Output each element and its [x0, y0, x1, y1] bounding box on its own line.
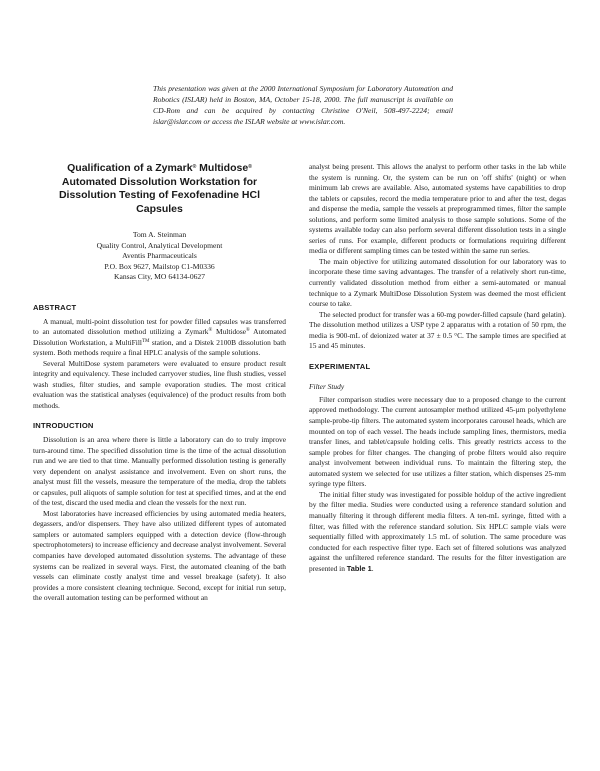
experimental-heading: EXPERIMENTAL [309, 361, 371, 371]
body-paragraph: Most laboratories have increased efficiencies by using automated media heaters, degassers, and/or dispensers. They have also utilized different types of automated samplers or automated samplers equipped with a detection device (flow-through spectrophotometers) to increase efficiency and decrease analyst involvement. Several companies have developed automated dissolution systems. The advantage of these systems can be realized in several ways. First, the automated cleaning of the bath vessels can eliminate costly analyst time and vessel breakage (safety). It also provides a more consistent cleaning technique. Second, except for initial run setup, the overall automation testing can be performed without an [33, 508, 286, 603]
symposium-notice: This presentation was given at the 2000 International Symposium for Laboratory Automation and Robotics (ISLAR) held in Boston, MA, October 15-18, 2000. The full manuscript is available on CD-Rom and can be acquired by contacting Christine O'Neil, 508-497-2224; email islar@islar.com or access the ISLAR website at www.islar.com. [153, 84, 453, 126]
filter-study-subheading: Filter Study [309, 382, 345, 392]
author-block [33, 230, 286, 283]
paper-title: Qualification of a Zymark® Multidose® Automated Dissolution Workstation for Dissolution Testing of Fexofenadine HCl Capsules [58, 162, 261, 215]
body-paragraph: Filter comparison studies were necessary due to a proposed change to the current approved methodology. The current autosampler method utilized 45-µm polyethylene sample-probe-tip filters. The automated system incorporates carousel heads, which are mounted on top of each vessel. The heads include sampling lines, thermistors, media transfer lines, and tablet/capsule holding cells. This greatly restricts access to the sample probes for filter changes. The changing of probe filters would also require analyst involvement between individual runs. To maintain the filtering step, the automated system we selected for use utilizes a filter station, which dispenses 25-mm syringe type filters. [309, 394, 566, 489]
author-name: Tom A. Steinman [132, 230, 187, 239]
body-paragraph: analyst being present. This allows the analyst to perform other tasks in the lab while the system is running. Or, the system can be run on 'off shifts' (night) or when minimum lab crews are available. Also, automated systems have capabilities to drop the tablets or capsules, record the media temperature prior to and after the test, degas and dispense the media, sample the vessels at preprogrammed times, filter the sample solutions, and perform some limited analysis to those sample solutions. Some of the systems available today can also perform several different dissolution tests in a single series of runs. For example, different products or formulations requiring different media or different sampling times can be tested within the same run series. [309, 162, 566, 256]
abstract-paragraph: A manual, multi-point dissolution test for powder filled capsules was transferred to an automated dissolution method utilizing a Zymark® Multidose® Automated Dissolution Workstation, a MultiFill™ station, and a Distek 2100B dissolution bath system. Both methods require a final HPLC analysis of the sample solutions. [33, 316, 286, 358]
author-dept: Quality Control, Analytical Development [96, 240, 223, 250]
table-1-reference: Table 1 [346, 563, 372, 573]
body-paragraph: The selected product for transfer was a 60-mg powder-filled capsule (hard gelatin). The dissolution method utilizes a USP type 2 apparatus with a rotation of 50 rpm, the media is 900-mL of deionized water at 37 ± 0.5 °C. The sample times are specified at 15 and 45 minutes. [309, 309, 566, 351]
abstract-heading: ABSTRACT [33, 302, 77, 312]
author-company: Aventis Pharmaceuticals [122, 251, 197, 261]
body-paragraph: Dissolution is an area where there is little a laboratory can do to truly improve turn-around time. The specified dissolution time is the time of the actual dissolution run and we are tied to that time. Manually performed dissolution testing is generally very dependent on analyst assistance and involvement. Even on short runs, the analyst must fill the vessels, measure the temperature of the media, drop the tablets or capsules, pull aliquots of sample solution for test at specified times, and at the end of the test, discard the used media and clean the vessels for the next run. [33, 434, 286, 508]
right-column [309, 162, 566, 574]
author-address: P.O. Box 9627, Mailstop C1-M0336 [104, 261, 215, 271]
abstract-paragraph: Several MultiDose system parameters were evaluated to ensure product result integrity and equivalency. These included carryover studies, line flush studies, vessel wash studies, filter studies, and sample evaporation studies. The most critical evaluation was the statistical analyses (equivalence) of the product results from both methods. [33, 358, 286, 410]
introduction-heading: INTRODUCTION [33, 421, 94, 431]
body-paragraph: The initial filter study was investigated for possible holdup of the active ingredient by the filter media. Studies were conducted using a reference standard solution and manually filtering it through different media filters. A ten-mL syringe, fitted with a filter, was filled with the reference standard solution. Six HPLC sample vials were sequentially filled with approximately 1.5 mL of solution. The same procedure was conducted for each respective filter type. Each set of filtered solutions was analyzed against the unfiltered reference standard. The results for the filter investigation are presented in Table 1. [309, 489, 566, 573]
left-column [33, 162, 286, 604]
body-paragraph: The main objective for utilizing automated dissolution for our laboratory was to incorporate these time saving advantages. The transfer of a relatively short run-time, currently validated dissolution method from either a semi-automated or manual technique to a Zymark MultiDose Dissolution System was deemed the most efficient course to take. [309, 256, 566, 309]
author-city: Kansas City, MO 64134-0627 [113, 272, 206, 282]
